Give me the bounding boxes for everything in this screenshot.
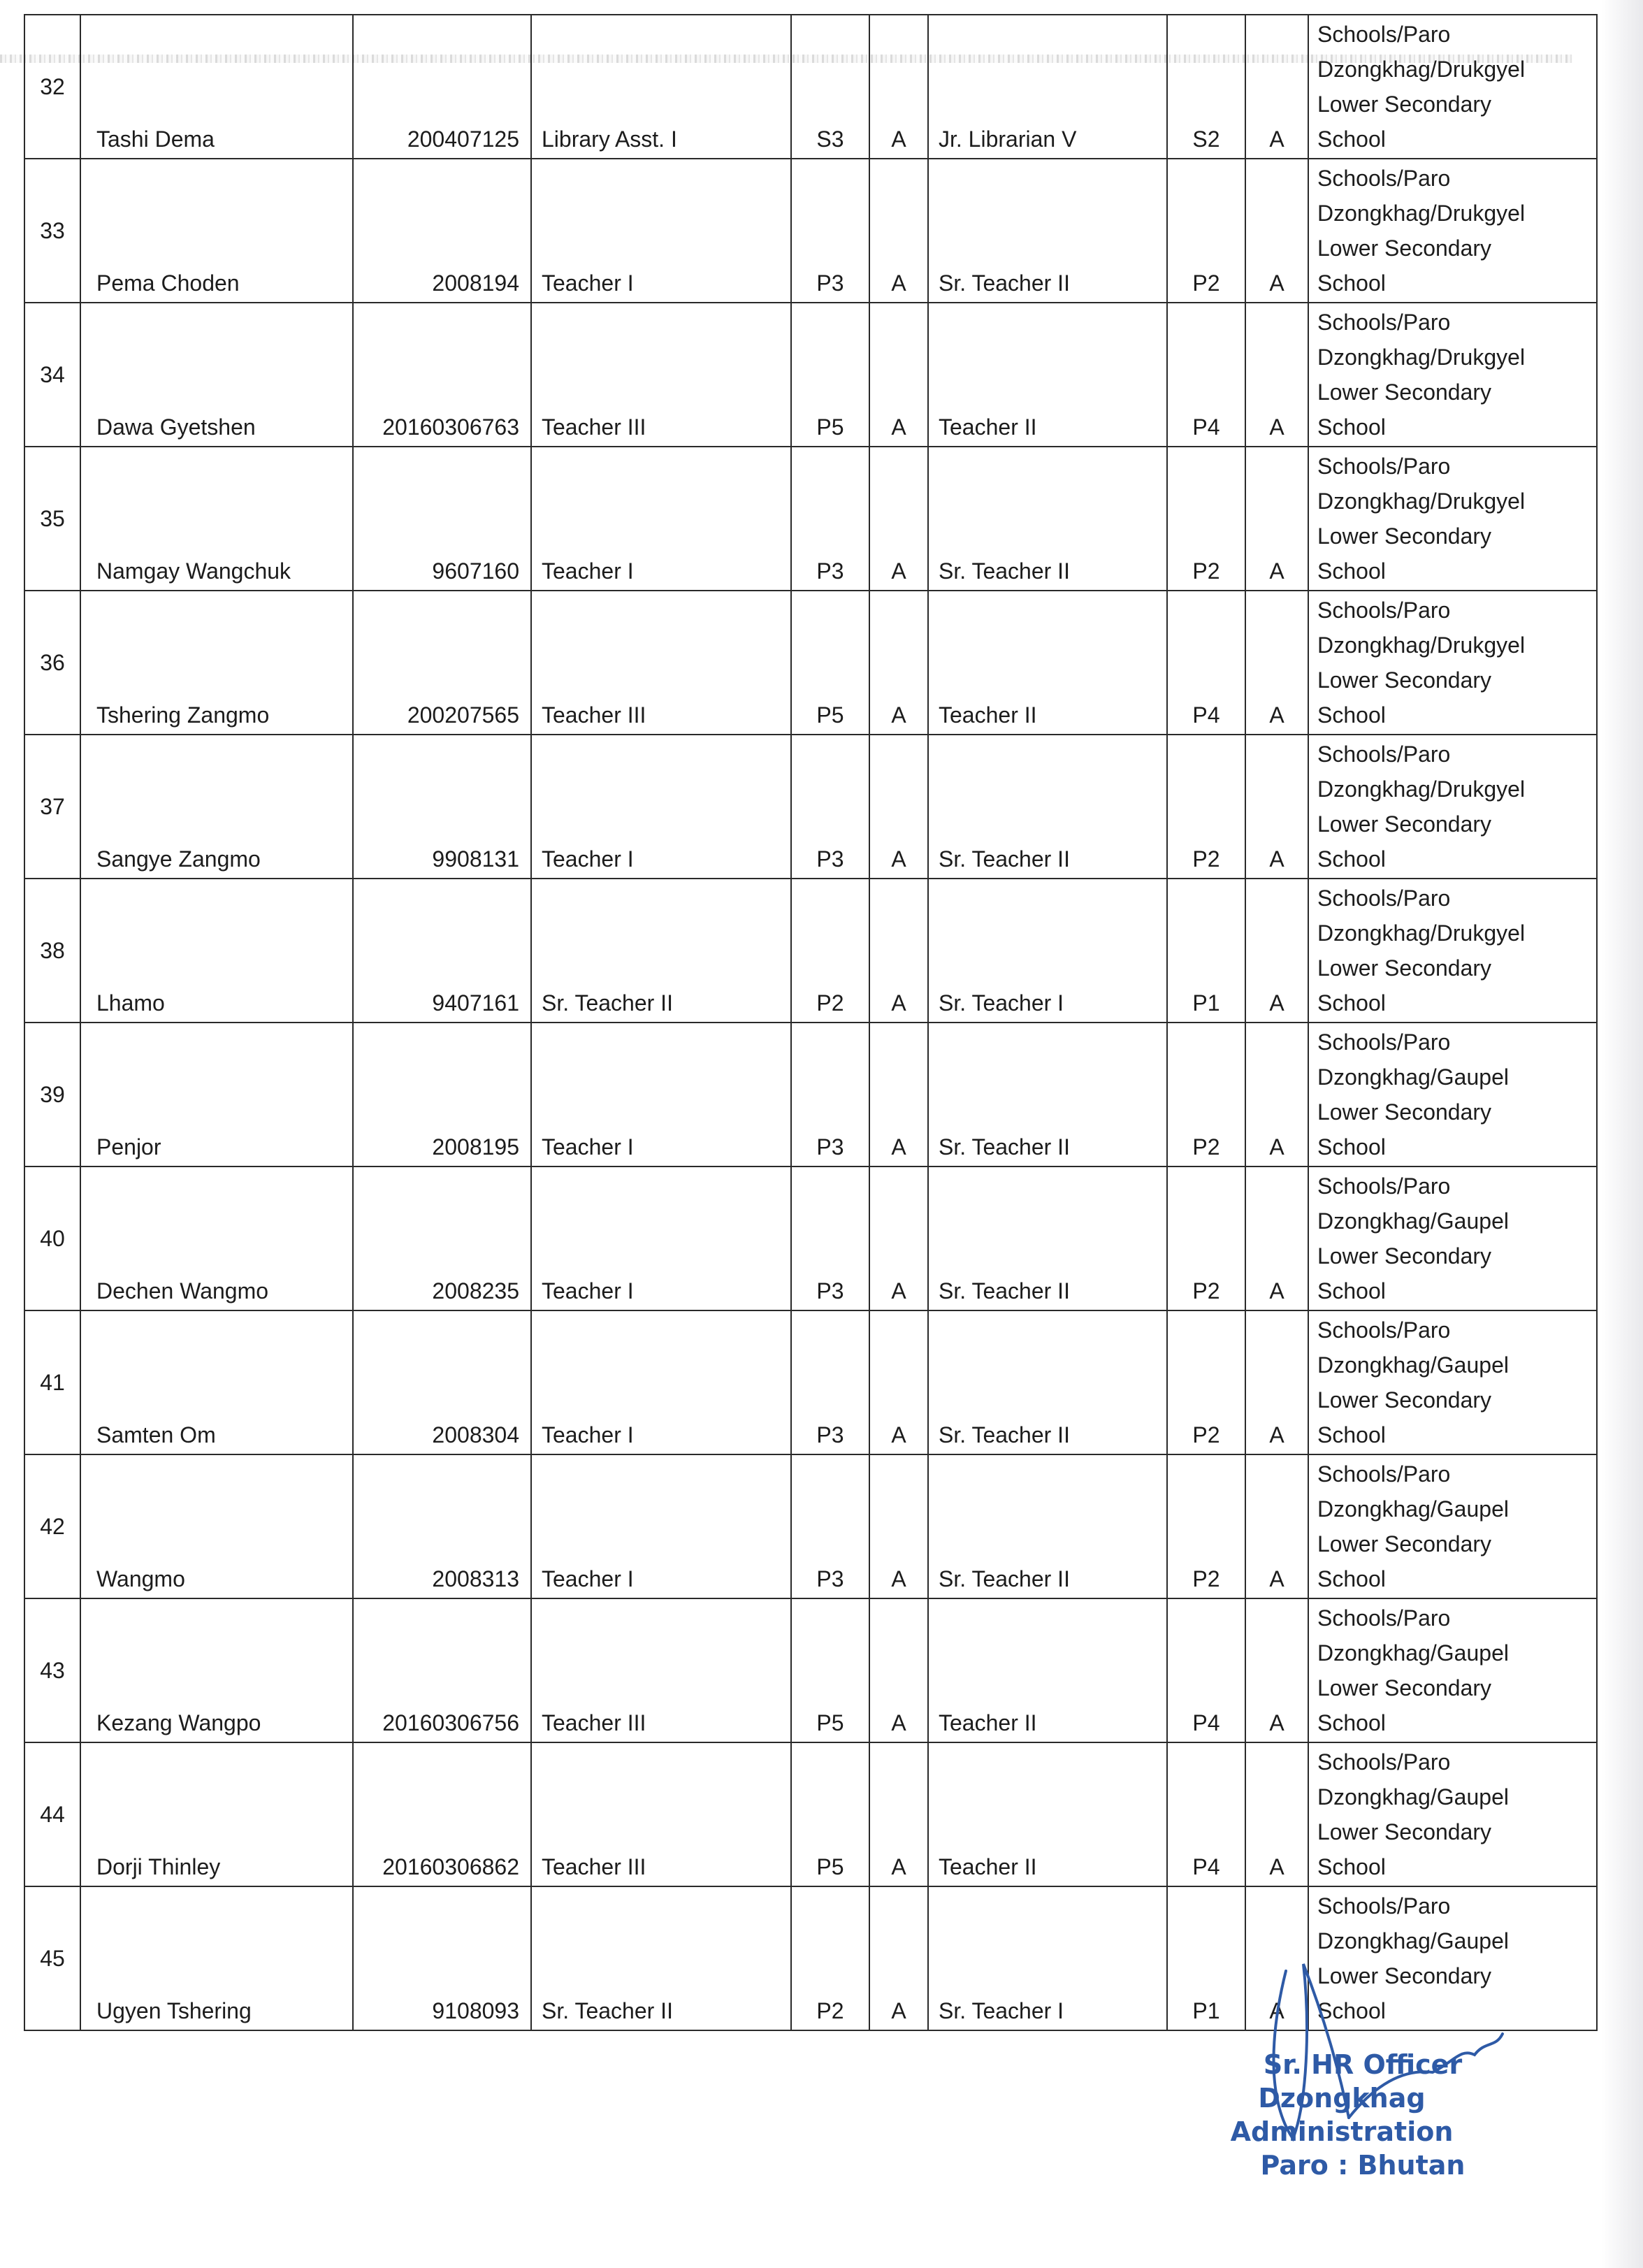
table-row	[24, 1023, 1597, 1166]
place-line: Dzongkhag/Gaupel	[1317, 1928, 1509, 1953]
current-level-cell: P3	[791, 1454, 869, 1598]
stamp-line-title: Sr. HR Officer	[1263, 2049, 1463, 2080]
current-grade-cell: A	[869, 735, 928, 879]
place-line: Dzongkhag/Gaupel	[1317, 1784, 1509, 1810]
place-line: Lower Secondary	[1317, 667, 1492, 693]
place-line: Lower Secondary	[1317, 92, 1492, 117]
new-position-cell: Sr. Teacher II	[928, 735, 1167, 879]
place-line: Lower Secondary	[1317, 811, 1492, 837]
current-grade-cell: A	[869, 15, 928, 159]
place-of-posting-cell	[1308, 1166, 1597, 1310]
employee-id-cell: 9908131	[353, 735, 531, 879]
place-line: Dzongkhag/Drukgyel	[1317, 633, 1526, 658]
place-line: Lower Secondary	[1317, 236, 1492, 261]
current-position-cell: Teacher I	[531, 159, 791, 303]
name-cell: Tashi Dema	[80, 15, 353, 159]
name-cell: Lhamo	[80, 879, 353, 1023]
place-line: School	[1317, 702, 1386, 728]
place-line: Lower Secondary	[1317, 1675, 1492, 1700]
place-line: Dzongkhag/Drukgyel	[1317, 57, 1526, 82]
new-grade-cell: A	[1245, 1454, 1308, 1598]
current-level-cell: P2	[791, 879, 869, 1023]
new-level-cell: P4	[1167, 1742, 1245, 1886]
place-line: Schools/Paro	[1317, 1605, 1451, 1631]
place-line: School	[1317, 1278, 1386, 1303]
new-level-cell: P2	[1167, 735, 1245, 879]
current-position-cell: Teacher I	[531, 1310, 791, 1454]
new-grade-cell: A	[1245, 159, 1308, 303]
employee-id-cell: 20160306763	[353, 303, 531, 447]
current-level-cell: P5	[791, 1742, 869, 1886]
serial-cell: 42	[24, 1454, 80, 1598]
table-row	[24, 1166, 1597, 1310]
place-line: Lower Secondary	[1317, 1531, 1492, 1556]
table-row	[24, 1454, 1597, 1598]
place-of-posting-cell	[1308, 591, 1597, 735]
current-position-cell: Teacher I	[531, 1454, 791, 1598]
place-line: Schools/Paro	[1317, 1173, 1451, 1199]
current-grade-cell: A	[869, 1023, 928, 1166]
current-grade-cell: A	[869, 1886, 928, 2030]
current-grade-cell: A	[869, 1166, 928, 1310]
new-position-cell: Sr. Teacher II	[928, 1454, 1167, 1598]
new-level-cell: P1	[1167, 879, 1245, 1023]
stamp-line-office: Dzongkhag Administration	[1230, 2083, 1454, 2147]
current-level-cell: P3	[791, 1310, 869, 1454]
place-line: School	[1317, 558, 1386, 584]
place-line: School	[1317, 1854, 1386, 1879]
place-line: Dzongkhag/Gaupel	[1317, 1064, 1509, 1090]
new-grade-cell: A	[1245, 303, 1308, 447]
current-level-cell: P3	[791, 1023, 869, 1166]
place-line: Dzongkhag/Drukgyel	[1317, 777, 1526, 802]
employee-id-cell: 200207565	[353, 591, 531, 735]
table-row	[24, 591, 1597, 735]
scan-edge-shadow	[1601, 0, 1643, 2268]
current-level-cell: S3	[791, 15, 869, 159]
name-cell: Pema Choden	[80, 159, 353, 303]
place-line: School	[1317, 1134, 1386, 1160]
name-cell: Samten Om	[80, 1310, 353, 1454]
place-line: Lower Secondary	[1317, 1387, 1492, 1413]
place-line: School	[1317, 1422, 1386, 1447]
place-line: Schools/Paro	[1317, 1893, 1451, 1919]
place-line: Schools/Paro	[1317, 598, 1451, 623]
new-level-cell: P2	[1167, 159, 1245, 303]
place-line: School	[1317, 1566, 1386, 1591]
current-position-cell: Teacher III	[531, 591, 791, 735]
employee-id-cell: 9607160	[353, 447, 531, 591]
serial-cell: 36	[24, 591, 80, 735]
employee-id-cell: 2008235	[353, 1166, 531, 1310]
current-position-cell: Sr. Teacher II	[531, 1886, 791, 2030]
place-of-posting-cell	[1308, 447, 1597, 591]
new-position-cell: Sr. Teacher II	[928, 1166, 1167, 1310]
place-line: Schools/Paro	[1317, 454, 1451, 479]
new-level-cell: P4	[1167, 591, 1245, 735]
serial-cell: 33	[24, 159, 80, 303]
place-of-posting-cell	[1308, 1742, 1597, 1886]
stamp-line-location: Paro : Bhutan	[1260, 2150, 1465, 2181]
new-position-cell: Teacher II	[928, 1598, 1167, 1742]
new-grade-cell: A	[1245, 735, 1308, 879]
name-cell: Kezang Wangpo	[80, 1598, 353, 1742]
serial-cell: 38	[24, 879, 80, 1023]
place-of-posting-cell	[1308, 1598, 1597, 1742]
place-line: Lower Secondary	[1317, 380, 1492, 405]
employee-id-cell: 20160306862	[353, 1742, 531, 1886]
new-level-cell: P2	[1167, 447, 1245, 591]
serial-cell: 35	[24, 447, 80, 591]
place-line: Dzongkhag/Gaupel	[1317, 1352, 1509, 1378]
employee-id-cell: 200407125	[353, 15, 531, 159]
name-cell: Penjor	[80, 1023, 353, 1166]
new-position-cell: Sr. Teacher II	[928, 1310, 1167, 1454]
current-level-cell: P3	[791, 447, 869, 591]
place-of-posting-cell	[1308, 1454, 1597, 1598]
place-line: Schools/Paro	[1317, 1030, 1451, 1055]
place-of-posting-cell	[1308, 159, 1597, 303]
current-grade-cell: A	[869, 303, 928, 447]
serial-cell: 41	[24, 1310, 80, 1454]
new-position-cell: Sr. Teacher II	[928, 447, 1167, 591]
current-position-cell: Teacher I	[531, 1023, 791, 1166]
new-position-cell: Sr. Teacher I	[928, 1886, 1167, 2030]
new-grade-cell: A	[1245, 1598, 1308, 1742]
current-grade-cell: A	[869, 1310, 928, 1454]
new-position-cell: Teacher II	[928, 303, 1167, 447]
employee-id-cell: 20160306756	[353, 1598, 531, 1742]
table-row	[24, 735, 1597, 879]
name-cell: Sangye Zangmo	[80, 735, 353, 879]
name-cell: Dorji Thinley	[80, 1742, 353, 1886]
current-level-cell: P3	[791, 1166, 869, 1310]
current-level-cell: P5	[791, 303, 869, 447]
current-level-cell: P5	[791, 591, 869, 735]
new-level-cell: P2	[1167, 1166, 1245, 1310]
new-position-cell: Teacher II	[928, 591, 1167, 735]
new-grade-cell: A	[1245, 1166, 1308, 1310]
employee-id-cell: 2008304	[353, 1310, 531, 1454]
place-of-posting-cell	[1308, 15, 1597, 159]
new-level-cell: P1	[1167, 1886, 1245, 2030]
new-grade-cell: A	[1245, 1310, 1308, 1454]
new-grade-cell: A	[1245, 15, 1308, 159]
current-level-cell: P2	[791, 1886, 869, 2030]
current-grade-cell: A	[869, 879, 928, 1023]
table-row	[24, 303, 1597, 447]
place-line: School	[1317, 990, 1386, 1016]
new-position-cell: Sr. Teacher I	[928, 879, 1167, 1023]
place-line: Dzongkhag/Gaupel	[1317, 1208, 1509, 1234]
official-stamp	[1146, 2048, 1537, 2181]
current-grade-cell: A	[869, 159, 928, 303]
serial-cell: 34	[24, 303, 80, 447]
current-position-cell: Sr. Teacher II	[531, 879, 791, 1023]
place-of-posting-cell	[1308, 735, 1597, 879]
place-of-posting-cell	[1308, 879, 1597, 1023]
table-row	[24, 879, 1597, 1023]
table-row	[24, 1598, 1597, 1742]
current-grade-cell: A	[869, 1742, 928, 1886]
promotion-table	[24, 14, 1598, 2031]
place-of-posting-cell	[1308, 1310, 1597, 1454]
current-position-cell: Teacher III	[531, 1742, 791, 1886]
table-row	[24, 1310, 1597, 1454]
new-grade-cell: A	[1245, 1886, 1308, 2030]
current-grade-cell: A	[869, 1598, 928, 1742]
place-line: Lower Secondary	[1317, 955, 1492, 981]
place-line: Lower Secondary	[1317, 523, 1492, 549]
employee-id-cell: 2008195	[353, 1023, 531, 1166]
place-line: Schools/Paro	[1317, 886, 1451, 911]
current-position-cell: Teacher I	[531, 447, 791, 591]
name-cell: Tshering Zangmo	[80, 591, 353, 735]
place-line: School	[1317, 846, 1386, 872]
serial-cell: 37	[24, 735, 80, 879]
new-level-cell: P2	[1167, 1454, 1245, 1598]
place-line: Dzongkhag/Drukgyel	[1317, 489, 1526, 514]
new-level-cell: S2	[1167, 15, 1245, 159]
place-line: School	[1317, 414, 1386, 440]
name-cell: Wangmo	[80, 1454, 353, 1598]
current-level-cell: P5	[791, 1598, 869, 1742]
place-line: School	[1317, 1998, 1386, 2023]
serial-cell: 32	[24, 15, 80, 159]
table-row	[24, 159, 1597, 303]
new-position-cell: Sr. Teacher II	[928, 159, 1167, 303]
current-position-cell: Teacher I	[531, 1166, 791, 1310]
new-position-cell: Teacher II	[928, 1742, 1167, 1886]
new-level-cell: P4	[1167, 303, 1245, 447]
serial-cell: 40	[24, 1166, 80, 1310]
employee-id-cell: 2008313	[353, 1454, 531, 1598]
place-line: Schools/Paro	[1317, 1749, 1451, 1775]
current-level-cell: P3	[791, 735, 869, 879]
employee-id-cell: 9108093	[353, 1886, 531, 2030]
serial-cell: 39	[24, 1023, 80, 1166]
place-line: School	[1317, 127, 1386, 152]
serial-cell: 43	[24, 1598, 80, 1742]
table-body	[24, 15, 1597, 2030]
table-row	[24, 15, 1597, 159]
place-line: Schools/Paro	[1317, 166, 1451, 191]
place-of-posting-cell	[1308, 303, 1597, 447]
employee-id-cell: 9407161	[353, 879, 531, 1023]
name-cell: Namgay Wangchuk	[80, 447, 353, 591]
place-line: Lower Secondary	[1317, 1963, 1492, 1988]
current-position-cell: Teacher I	[531, 735, 791, 879]
place-line: Lower Secondary	[1317, 1819, 1492, 1844]
new-level-cell: P4	[1167, 1598, 1245, 1742]
current-position-cell: Library Asst. I	[531, 15, 791, 159]
place-line: Dzongkhag/Gaupel	[1317, 1640, 1509, 1666]
place-line: Lower Secondary	[1317, 1243, 1492, 1269]
place-line: School	[1317, 1710, 1386, 1735]
place-line: Dzongkhag/Drukgyel	[1317, 345, 1526, 370]
name-cell: Ugyen Tshering	[80, 1886, 353, 2030]
new-level-cell: P2	[1167, 1023, 1245, 1166]
new-grade-cell: A	[1245, 1742, 1308, 1886]
current-level-cell: P3	[791, 159, 869, 303]
new-grade-cell: A	[1245, 1023, 1308, 1166]
new-position-cell: Jr. Librarian V	[928, 15, 1167, 159]
new-level-cell: P2	[1167, 1310, 1245, 1454]
place-line: Schools/Paro	[1317, 310, 1451, 335]
place-line: Schools/Paro	[1317, 742, 1451, 767]
place-line: Dzongkhag/Gaupel	[1317, 1496, 1509, 1522]
name-cell: Dechen Wangmo	[80, 1166, 353, 1310]
current-grade-cell: A	[869, 1454, 928, 1598]
new-grade-cell: A	[1245, 591, 1308, 735]
place-line: Schools/Paro	[1317, 1317, 1451, 1343]
place-line: Schools/Paro	[1317, 1461, 1451, 1487]
current-position-cell: Teacher III	[531, 303, 791, 447]
current-position-cell: Teacher III	[531, 1598, 791, 1742]
serial-cell: 44	[24, 1742, 80, 1886]
place-of-posting-cell	[1308, 1023, 1597, 1166]
employee-id-cell: 2008194	[353, 159, 531, 303]
serial-cell: 45	[24, 1886, 80, 2030]
table-row	[24, 447, 1597, 591]
place-line: Dzongkhag/Drukgyel	[1317, 201, 1526, 226]
place-line: Lower Secondary	[1317, 1099, 1492, 1125]
new-position-cell: Sr. Teacher II	[928, 1023, 1167, 1166]
place-line: Dzongkhag/Drukgyel	[1317, 920, 1526, 946]
new-grade-cell: A	[1245, 447, 1308, 591]
current-grade-cell: A	[869, 591, 928, 735]
place-line: Schools/Paro	[1317, 22, 1451, 47]
table-row	[24, 1742, 1597, 1886]
current-grade-cell: A	[869, 447, 928, 591]
name-cell: Dawa Gyetshen	[80, 303, 353, 447]
new-grade-cell: A	[1245, 879, 1308, 1023]
place-line: School	[1317, 270, 1386, 296]
